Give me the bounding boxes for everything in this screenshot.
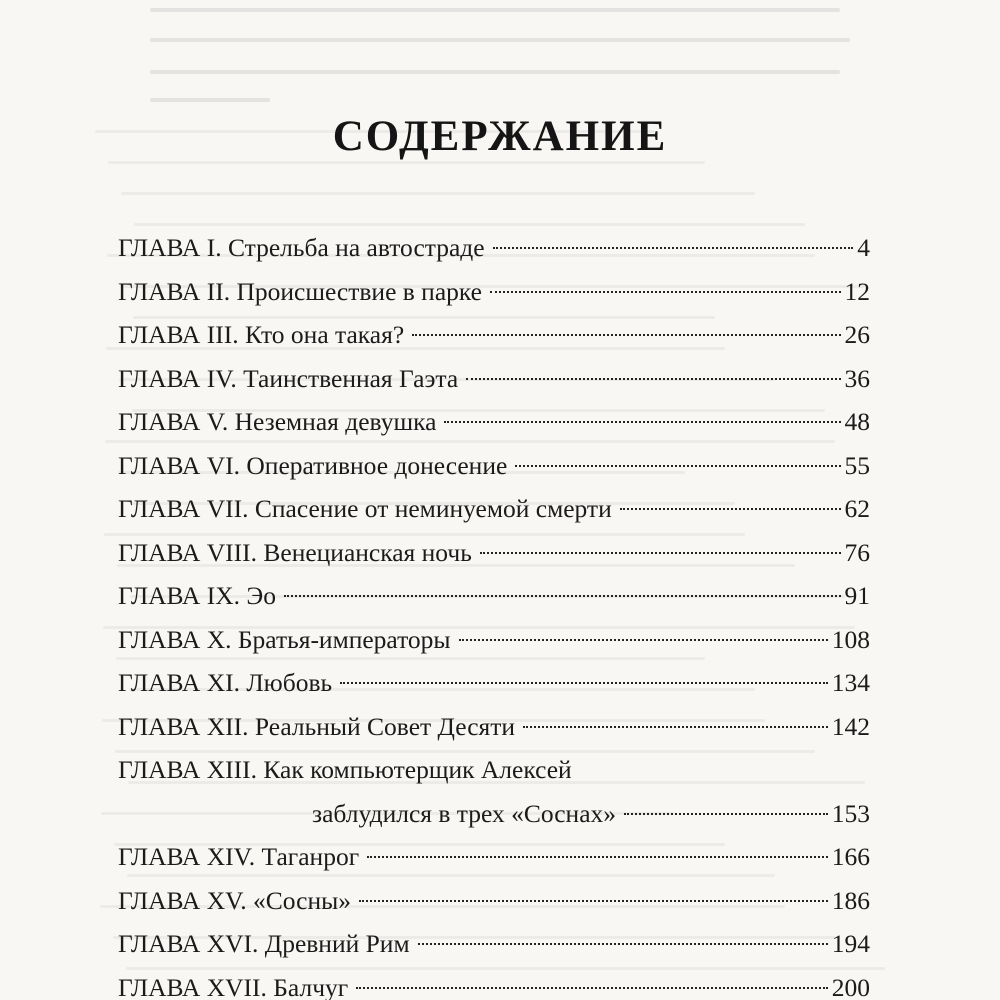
dot-leader [444,421,840,423]
dot-leader [480,552,841,554]
toc-entry-label: ГЛАВА XIII. Как компьютерщик Алексей [118,755,572,784]
toc-entry[interactable] [118,618,870,662]
toc-entry-page: 91 [844,581,870,610]
dot-leader [356,987,828,989]
toc-entry-page: 142 [831,711,870,741]
toc-entry[interactable] [118,400,870,444]
toc-entry-page: 76 [844,537,870,567]
page-title: СОДЕРЖАНИЕ [332,113,668,160]
dot-leader [284,595,841,597]
toc-entry-label: ГЛАВА XII. Реальный Совет Десяти [118,711,516,741]
toc-entry[interactable] [118,661,870,705]
dot-leader [466,378,840,380]
dot-leader [340,682,828,684]
toc-entry[interactable] [118,487,870,531]
toc-entry[interactable] [118,748,870,835]
toc-entry[interactable] [118,705,870,749]
dot-leader [367,856,828,858]
toc-entry[interactable] [118,226,870,270]
dot-leader [359,900,828,902]
toc-entry[interactable] [118,531,870,575]
toc-entry[interactable] [118,966,870,1000]
toc-entry-label: ГЛАВА VIII. Венецианская ночь [118,537,472,567]
toc-entry-page: 62 [844,494,870,523]
toc-entry[interactable] [118,444,870,488]
toc-entry-label: ГЛАВА XIV. Таганрог [118,842,360,871]
previous-page-text-remnant [0,0,1000,110]
toc-entry-label: ГЛАВА XV. «Сосны» [118,885,352,915]
toc-entry[interactable] [118,922,870,966]
toc-entry-label: ГЛАВА X. Братья-императоры [118,624,451,654]
toc-entry-label: ГЛАВА IX. Эо [118,581,276,610]
bleed-line [121,192,755,195]
toc-entry-page: 186 [831,885,870,915]
toc-entry-label: ГЛАВА XVI. Древний Рим [118,929,410,958]
dot-leader [490,291,841,293]
toc-entry-label: ГЛАВА XI. Любовь [118,668,333,697]
dot-leader [412,334,840,336]
toc-entry-page: 36 [844,363,870,393]
toc-entry-label: ГЛАВА VII. Спасение от неминуемой смерти [118,494,612,523]
toc-entry-page: 134 [831,668,870,697]
toc-entry-page: 55 [844,450,870,480]
toc-entry-label-continued: заблудился в трех «Соснах» [312,798,617,828]
dot-leader [493,247,854,249]
toc-entry[interactable] [118,270,870,314]
toc-entry-page: 12 [844,276,870,306]
toc-entry-page: 153 [831,798,870,828]
dot-leader [418,943,828,945]
table-of-contents [118,226,870,1000]
toc-entry-label: ГЛАВА XVII. Балчуг [118,972,349,1000]
dot-leader [620,508,841,510]
toc-entry-label: ГЛАВА III. Кто она такая? [118,320,405,349]
dot-leader [515,465,840,467]
toc-entry-page: 200 [831,972,870,1000]
toc-entry[interactable] [118,835,870,879]
toc-entry-label: ГЛАВА II. Происшествие в парке [118,276,482,306]
dot-leader [523,726,828,728]
toc-entry-page: 48 [844,407,870,436]
toc-entry-page: 108 [831,624,870,654]
dot-leader [459,639,828,641]
toc-entry-label: ГЛАВА I. Стрельба на автостраде [118,233,485,262]
toc-entry[interactable] [118,574,870,618]
toc-entry-label: ГЛАВА VI. Оперативное донесение [118,450,508,480]
toc-entry-label: ГЛАВА IV. Таинственная Гаэта [118,363,459,393]
toc-entry[interactable] [118,357,870,401]
toc-entry-page: 166 [831,842,870,871]
bleed-line [108,161,705,164]
toc-entry-page: 194 [831,929,870,958]
toc-entry-page: 4 [857,233,870,262]
toc-entry[interactable] [118,879,870,923]
dot-leader [624,813,828,815]
toc-entry[interactable] [118,313,870,357]
toc-entry-label: ГЛАВА V. Неземная девушка [118,407,437,436]
toc-entry-page: 26 [844,320,870,349]
